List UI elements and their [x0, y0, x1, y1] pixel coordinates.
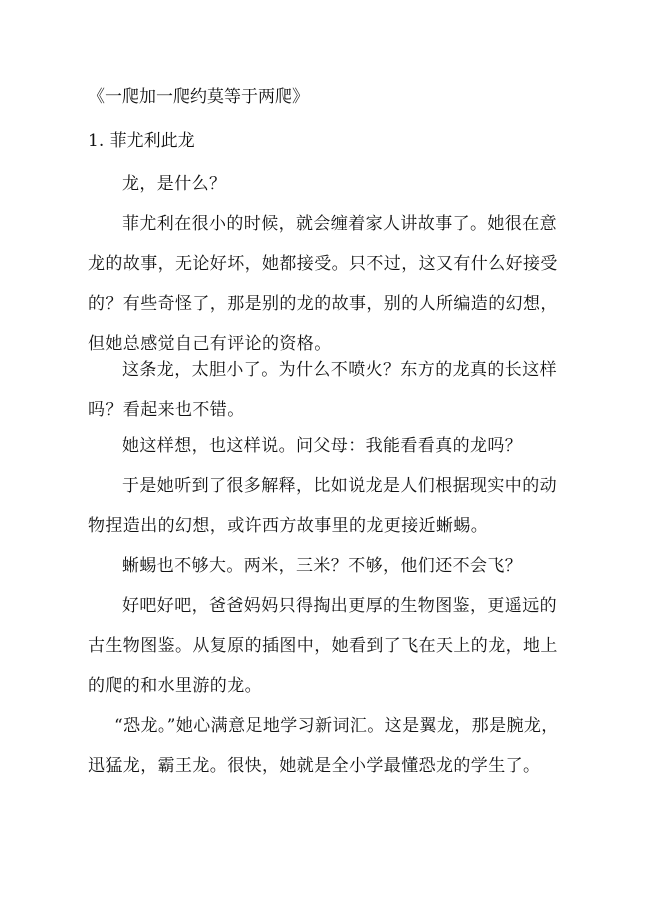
paragraph: 这条龙，太胆小了。为什么不喷火？东方的龙真的长这样吗？看起来也不错。: [88, 360, 557, 420]
paragraph: 好吧好吧，爸爸妈妈只得掏出更厚的生物图鉴，更遥远的古生物图鉴。从复原的插图中，她看到了飞在天上的龙，地上的爬的和水里游的龙。: [88, 596, 558, 696]
paragraph: 菲尤利在很小的时候，就会缠着家人讲故事了。她很在意龙的故事，无论好坏，她都接受。只不过，这又有什么好接受的？有些奇怪了，那是别的龙的故事，别的人所编造的幻想，但她总感觉自己有评论的资格。: [88, 214, 558, 354]
paragraph: 她这样想，也这样说。问父母：我能看看真的龙吗？: [122, 436, 523, 456]
paragraph: 蜥蜴也不够大。两米，三米？不够，他们还不会飞？: [122, 556, 523, 576]
chapter-heading: 1. 菲尤利此龙: [88, 131, 195, 151]
paragraph: 于是她听到了很多解释，比如说龙是人们根据现实中的动物捏造出的幻想，或许西方故事里的龙更接近蜥蜴。: [88, 476, 557, 536]
paragraph: 龙，是什么？: [122, 174, 227, 194]
document-title: 《一爬加一爬约莫等于两爬》: [88, 87, 309, 107]
paragraph: “恐龙。”她心满意足地学习新词汇。这是翼龙，那是腕龙，迅猛龙，霸王龙。很快，她就是全小学最懂恐龙的学生了。: [88, 716, 559, 776]
